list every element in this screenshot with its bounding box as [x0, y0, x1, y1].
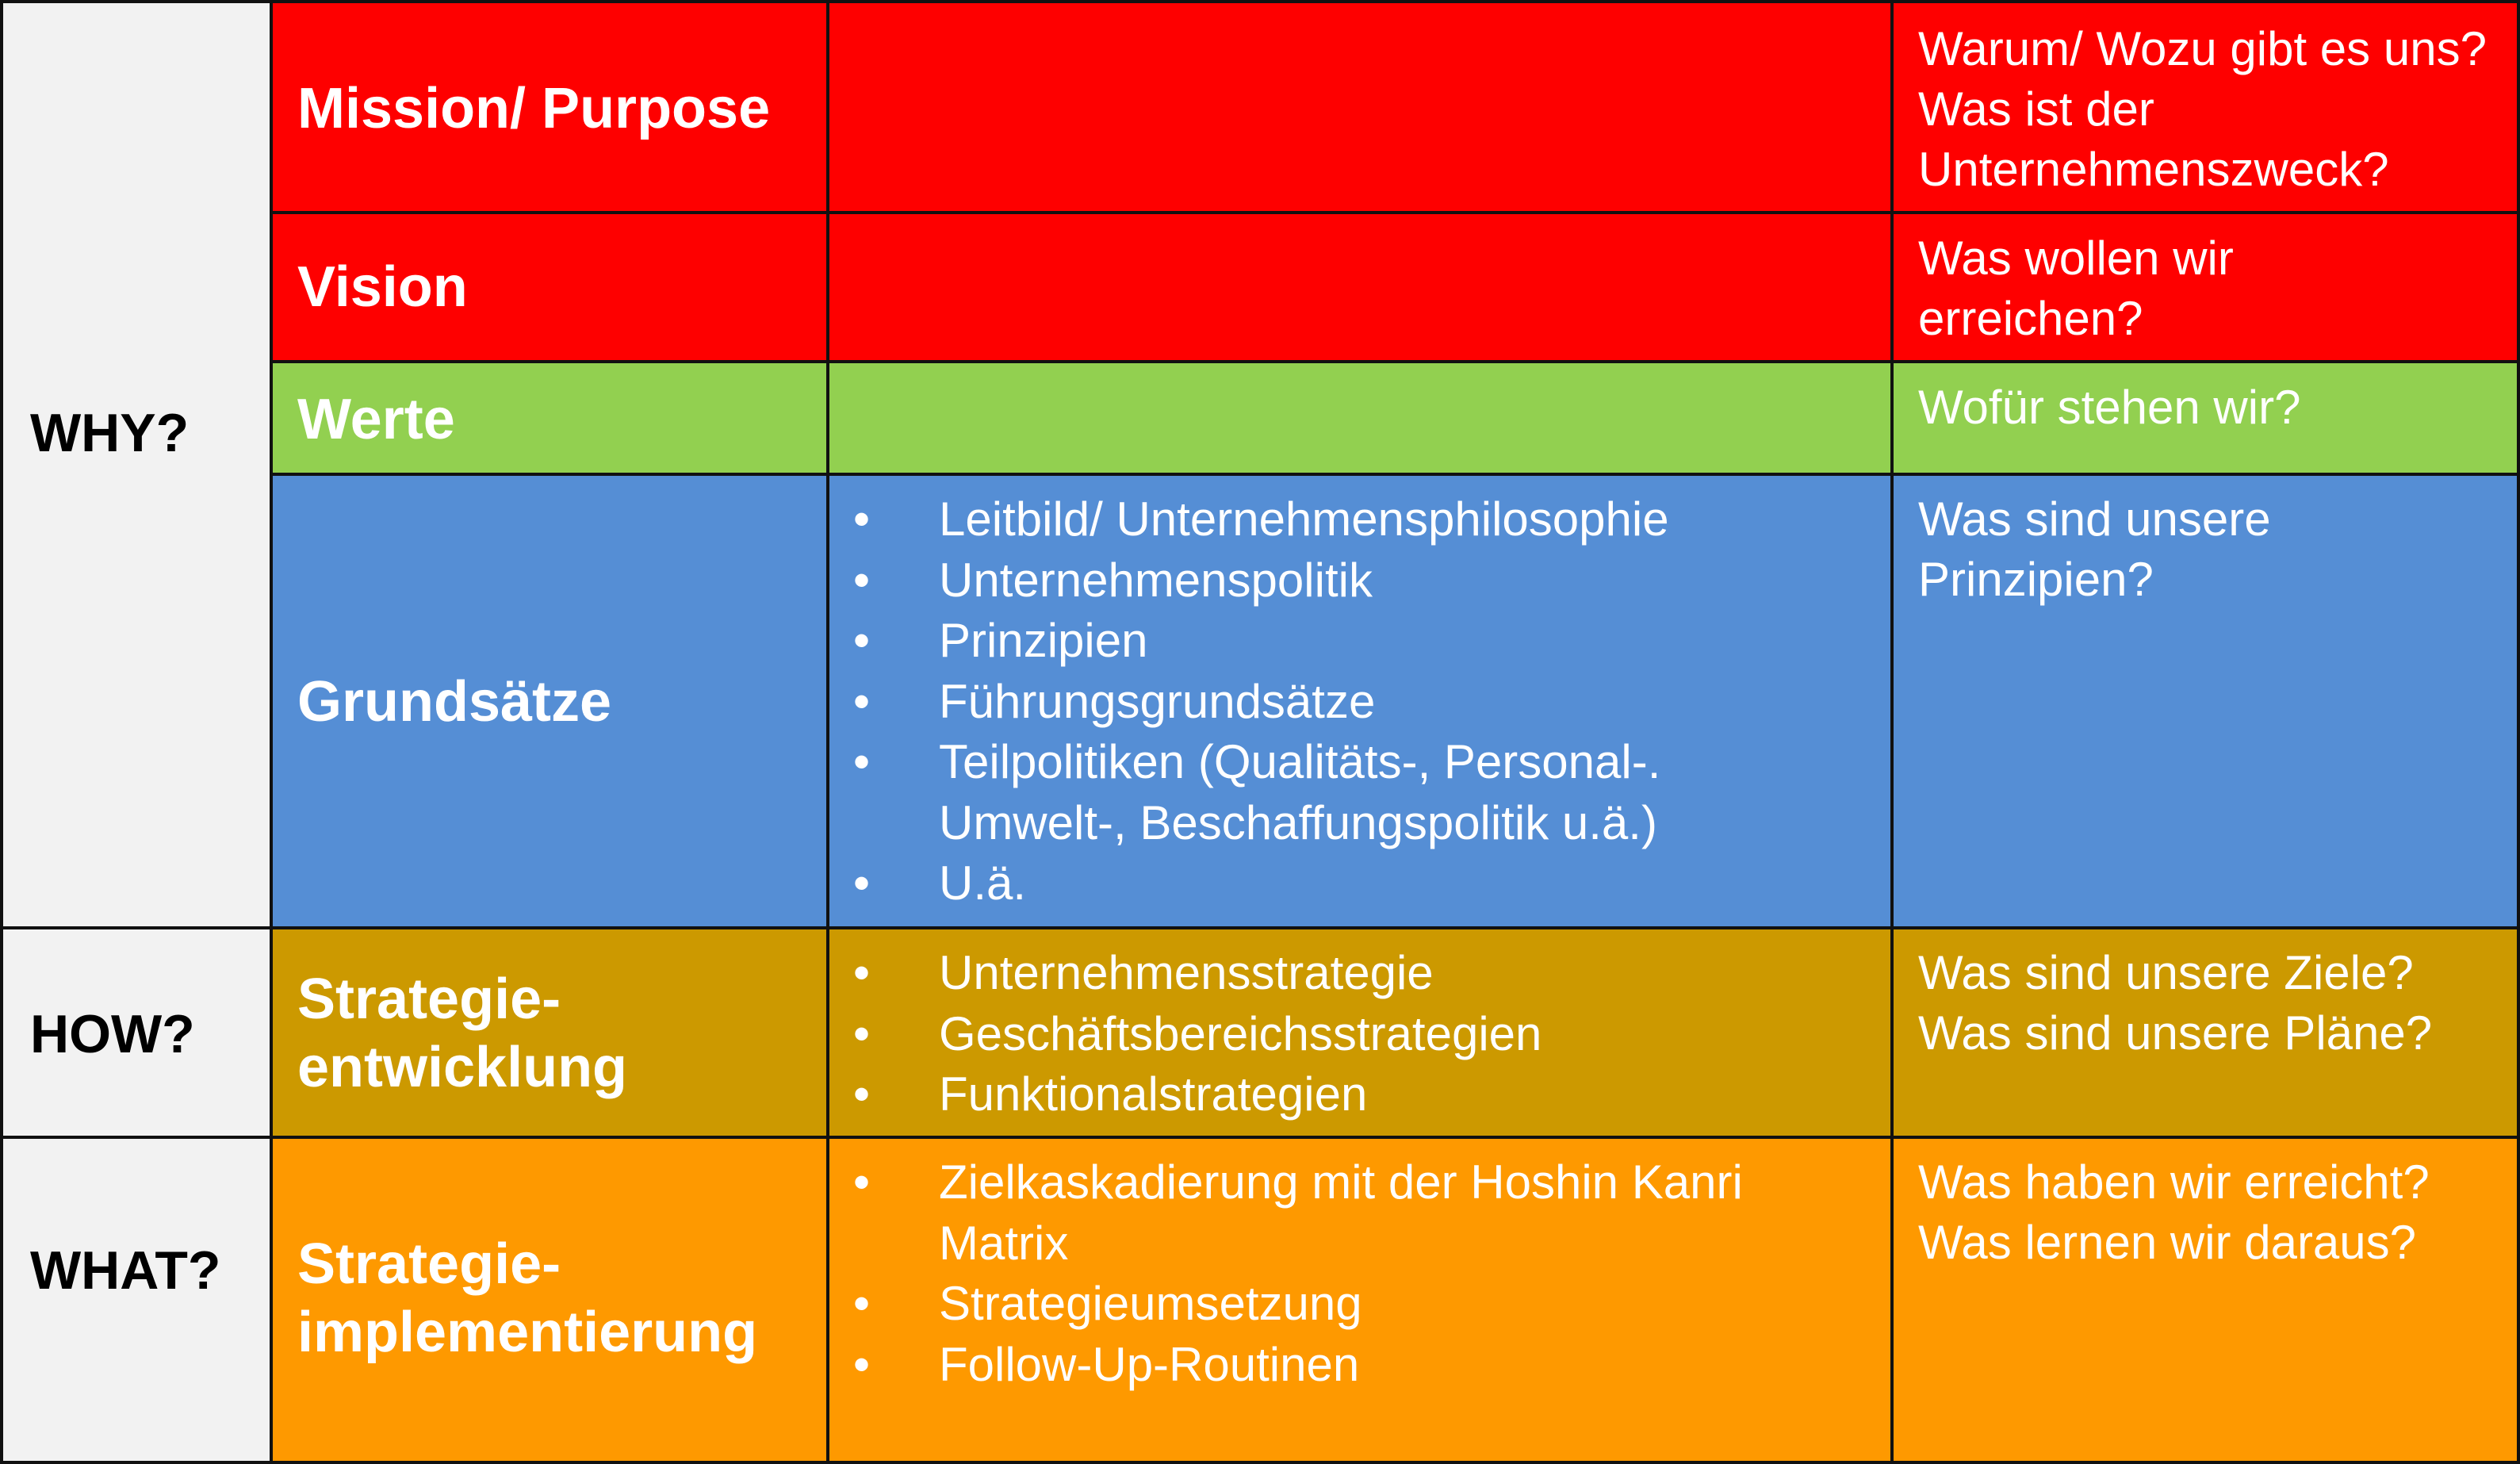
label-line: Strategie-	[297, 968, 561, 1031]
label-line: implementierung	[297, 1301, 758, 1364]
bullet-icon: •	[853, 1337, 871, 1391]
list-item-text: Führungsgrundsätze	[939, 674, 1376, 728]
grundsaetze-label: Grundsätze	[297, 670, 612, 734]
list-item-text: Geschäftsbereichsstrategien	[939, 1006, 1542, 1060]
strategieentwicklung-question-cell	[1890, 926, 2520, 1139]
label-line: entwicklung	[297, 1036, 628, 1099]
strategieimplementierung-question-cell	[1890, 1136, 2520, 1464]
question-line: Was lernen wir daraus?	[1918, 1216, 2417, 1269]
bullet-icon: •	[853, 1277, 871, 1330]
vision-content-cell	[826, 211, 1894, 363]
bullet-icon: •	[853, 674, 871, 728]
strategieimplementierung-label	[297, 1230, 757, 1366]
list-item	[829, 1152, 1859, 1274]
category-what-cell	[0, 1136, 273, 1464]
list-item-text: Zielkaskadierung mit der Hoshin Kanri Matrix	[939, 1155, 1743, 1270]
list-item-text: Leitbild/ Unternehmensphilosophie	[939, 492, 1669, 546]
bullet-icon: •	[853, 492, 871, 546]
grundsaetze-list	[829, 489, 1860, 914]
question-line: Was sind unsere Ziele?	[1918, 946, 2414, 999]
strategieentwicklung-question	[1918, 943, 2505, 1064]
bullet-icon: •	[853, 1006, 871, 1060]
list-item	[829, 550, 1860, 611]
list-item-text: Funktionalstrategien	[939, 1067, 1368, 1121]
list-item	[829, 672, 1860, 733]
list-item-text: Unternehmenspolitik	[939, 553, 1373, 607]
strategieentwicklung-label	[297, 965, 627, 1102]
list-item	[829, 943, 1860, 1004]
mission-content-cell	[826, 0, 1894, 214]
werte-content-cell	[826, 360, 1894, 476]
bullet-icon: •	[853, 1155, 871, 1209]
list-item	[829, 1335, 1860, 1396]
strategieentwicklung-label-cell	[270, 926, 829, 1139]
list-item-text: Unternehmensstrategie	[939, 946, 1434, 999]
werte-question: Wofür stehen wir?	[1918, 381, 2301, 434]
list-item-text: Teilpolitiken (Qualitäts-, Personal-. Umwelt-, Beschaffungspolitik u.ä.)	[939, 735, 1661, 849]
list-item	[829, 732, 1771, 853]
mission-label: Mission/ Purpose	[297, 77, 771, 140]
bullet-icon: •	[853, 857, 871, 910]
bullet-icon: •	[853, 553, 871, 607]
grundsaetze-content-cell	[826, 473, 1894, 929]
category-why-label: WHY?	[30, 403, 190, 463]
strategieimplementierung-list	[829, 1152, 1860, 1395]
werte-label-cell	[270, 360, 829, 476]
strategieentwicklung-list	[829, 943, 1860, 1125]
category-how-cell	[0, 926, 273, 1139]
list-item-text: U.ä.	[939, 857, 1027, 910]
strategieimplementierung-content-cell	[826, 1136, 1894, 1464]
werte-question-cell	[1890, 360, 2520, 476]
bullet-icon: •	[853, 614, 871, 667]
list-item	[829, 1274, 1860, 1335]
list-item	[829, 611, 1860, 672]
question-line: Was sind unsere Pläne?	[1918, 1006, 2433, 1060]
grundsaetze-label-cell	[270, 473, 829, 929]
grundsaetze-question-cell	[1890, 473, 2520, 929]
list-item	[829, 1064, 1860, 1125]
mission-label-cell	[270, 0, 829, 214]
category-what-label: WHAT?	[30, 1240, 221, 1301]
mission-question-cell	[1890, 0, 2520, 214]
grundsaetze-question: Was sind unsere Prinzipien?	[1918, 492, 2271, 606]
werte-label: Werte	[297, 388, 455, 451]
label-line: Strategie-	[297, 1232, 561, 1296]
list-item	[829, 1004, 1860, 1065]
bullet-icon: •	[853, 946, 871, 999]
category-how-label: HOW?	[30, 1004, 195, 1064]
bullet-icon: •	[853, 1067, 871, 1121]
list-item-text: Prinzipien	[939, 614, 1148, 667]
question-line: Was haben wir erreicht?	[1918, 1155, 2430, 1209]
category-why-cell	[0, 0, 273, 929]
vision-label: Vision	[297, 255, 468, 319]
bullet-icon: •	[853, 735, 871, 788]
list-item	[829, 489, 1860, 550]
vision-question-cell	[1890, 211, 2520, 363]
mission-question: Warum/ Wozu gibt es uns? Was ist der Unternehmenszweck?	[1918, 22, 2487, 196]
list-item-text: Follow-Up-Routinen	[939, 1337, 1360, 1391]
vision-label-cell	[270, 211, 829, 363]
strategieimplementierung-label-cell	[270, 1136, 829, 1464]
list-item	[829, 853, 1860, 914]
strategieentwicklung-content-cell	[826, 926, 1894, 1139]
vision-question: Was wollen wir erreichen?	[1918, 232, 2234, 345]
list-item-text: Strategieumsetzung	[939, 1277, 1362, 1330]
strategieimplementierung-question	[1918, 1152, 2505, 1273]
